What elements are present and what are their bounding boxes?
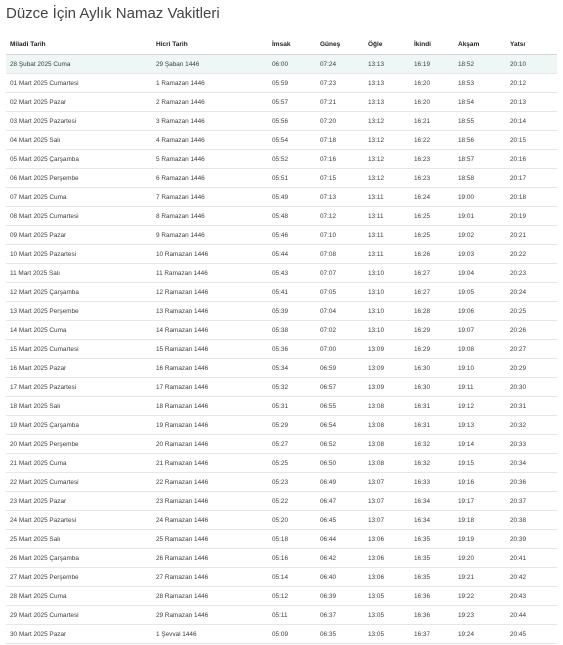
cell-imsak: 05:16	[268, 549, 316, 568]
cell-aksam: 19:17	[454, 492, 506, 511]
cell-hicri-tarih: 29 Ramazan 1446	[152, 606, 268, 625]
cell-gunes: 06:49	[316, 473, 364, 492]
cell-miladi-tarih: 02 Mart 2025 Pazar	[6, 93, 152, 112]
cell-aksam: 19:12	[454, 397, 506, 416]
cell-aksam: 19:13	[454, 416, 506, 435]
cell-imsak: 05:59	[268, 74, 316, 93]
cell-hicri-tarih: 6 Ramazan 1446	[152, 169, 268, 188]
cell-imsak: 05:56	[268, 112, 316, 131]
cell-miladi-tarih: 09 Mart 2025 Pazar	[6, 226, 152, 245]
cell-ogle: 13:12	[364, 112, 410, 131]
cell-aksam: 19:18	[454, 511, 506, 530]
cell-imsak: 05:52	[268, 150, 316, 169]
cell-hicri-tarih: 10 Ramazan 1446	[152, 245, 268, 264]
cell-aksam: 18:58	[454, 169, 506, 188]
cell-yatsi: 20:21	[506, 226, 557, 245]
cell-aksam: 18:53	[454, 74, 506, 93]
cell-ikindi: 16:34	[410, 492, 454, 511]
cell-aksam: 18:55	[454, 112, 506, 131]
table-row	[6, 454, 557, 473]
table-row	[6, 492, 557, 511]
cell-hicri-tarih: 22 Ramazan 1446	[152, 473, 268, 492]
cell-aksam: 19:07	[454, 321, 506, 340]
cell-miladi-tarih: 01 Mart 2025 Cumartesi	[6, 74, 152, 93]
cell-ikindi: 16:23	[410, 150, 454, 169]
cell-hicri-tarih: 27 Ramazan 1446	[152, 568, 268, 587]
cell-miladi-tarih: 26 Mart 2025 Çarşamba	[6, 549, 152, 568]
cell-aksam: 19:02	[454, 226, 506, 245]
cell-ogle: 13:10	[364, 321, 410, 340]
cell-miladi-tarih: 14 Mart 2025 Cuma	[6, 321, 152, 340]
cell-ogle: 13:07	[364, 511, 410, 530]
cell-yatsi: 20:24	[506, 283, 557, 302]
cell-miladi-tarih: 04 Mart 2025 Salı	[6, 131, 152, 150]
cell-aksam: 19:00	[454, 188, 506, 207]
cell-imsak: 05:27	[268, 435, 316, 454]
cell-yatsi: 20:32	[506, 416, 557, 435]
cell-hicri-tarih: 25 Ramazan 1446	[152, 530, 268, 549]
cell-ogle: 13:08	[364, 397, 410, 416]
cell-gunes: 07:07	[316, 264, 364, 283]
cell-aksam: 19:15	[454, 454, 506, 473]
table-row	[6, 587, 557, 606]
cell-ikindi: 16:35	[410, 568, 454, 587]
cell-ogle: 13:08	[364, 454, 410, 473]
cell-yatsi: 20:22	[506, 245, 557, 264]
cell-ikindi: 16:24	[410, 188, 454, 207]
cell-hicri-tarih: 4 Ramazan 1446	[152, 131, 268, 150]
cell-aksam: 19:05	[454, 283, 506, 302]
cell-hicri-tarih: 7 Ramazan 1446	[152, 188, 268, 207]
table-row	[6, 74, 557, 93]
cell-miladi-tarih: 30 Mart 2025 Pazar	[6, 625, 152, 644]
cell-ogle: 13:10	[364, 302, 410, 321]
cell-ogle: 13:12	[364, 169, 410, 188]
cell-hicri-tarih: 19 Ramazan 1446	[152, 416, 268, 435]
cell-yatsi: 20:12	[506, 74, 557, 93]
cell-gunes: 07:18	[316, 131, 364, 150]
cell-gunes: 06:59	[316, 359, 364, 378]
cell-hicri-tarih: 8 Ramazan 1446	[152, 207, 268, 226]
cell-aksam: 19:11	[454, 378, 506, 397]
cell-yatsi: 20:10	[506, 55, 557, 74]
cell-yatsi: 20:16	[506, 150, 557, 169]
cell-miladi-tarih: 06 Mart 2025 Perşembe	[6, 169, 152, 188]
cell-yatsi: 20:42	[506, 568, 557, 587]
cell-yatsi: 20:38	[506, 511, 557, 530]
cell-hicri-tarih: 14 Ramazan 1446	[152, 321, 268, 340]
cell-ogle: 13:08	[364, 416, 410, 435]
cell-gunes: 06:39	[316, 587, 364, 606]
table-header-row	[6, 34, 557, 55]
table-row	[6, 207, 557, 226]
cell-ikindi: 16:36	[410, 606, 454, 625]
cell-yatsi: 20:34	[506, 454, 557, 473]
cell-ikindi: 16:35	[410, 549, 454, 568]
cell-miladi-tarih: 05 Mart 2025 Çarşamba	[6, 150, 152, 169]
cell-gunes: 07:23	[316, 74, 364, 93]
table-row	[6, 359, 557, 378]
cell-miladi-tarih: 12 Mart 2025 Çarşamba	[6, 283, 152, 302]
cell-imsak: 05:20	[268, 511, 316, 530]
cell-gunes: 07:13	[316, 188, 364, 207]
cell-gunes: 06:37	[316, 606, 364, 625]
cell-miladi-tarih: 10 Mart 2025 Pazartesi	[6, 245, 152, 264]
table-row	[6, 378, 557, 397]
cell-imsak: 06:00	[268, 55, 316, 74]
cell-gunes: 07:20	[316, 112, 364, 131]
cell-ikindi: 16:36	[410, 587, 454, 606]
cell-ikindi: 16:30	[410, 378, 454, 397]
table-row	[6, 530, 557, 549]
cell-ogle: 13:09	[364, 359, 410, 378]
cell-gunes: 06:35	[316, 625, 364, 644]
cell-imsak: 05:41	[268, 283, 316, 302]
cell-ogle: 13:07	[364, 492, 410, 511]
table-row	[6, 397, 557, 416]
cell-yatsi: 20:36	[506, 473, 557, 492]
cell-yatsi: 20:33	[506, 435, 557, 454]
cell-ikindi: 16:35	[410, 530, 454, 549]
cell-imsak: 05:57	[268, 93, 316, 112]
cell-imsak: 05:39	[268, 302, 316, 321]
cell-ogle: 13:11	[364, 245, 410, 264]
cell-ikindi: 16:20	[410, 74, 454, 93]
cell-hicri-tarih: 24 Ramazan 1446	[152, 511, 268, 530]
cell-hicri-tarih: 26 Ramazan 1446	[152, 549, 268, 568]
table-row	[6, 606, 557, 625]
cell-hicri-tarih: 20 Ramazan 1446	[152, 435, 268, 454]
cell-gunes: 07:12	[316, 207, 364, 226]
cell-hicri-tarih: 23 Ramazan 1446	[152, 492, 268, 511]
cell-imsak: 05:38	[268, 321, 316, 340]
cell-aksam: 19:16	[454, 473, 506, 492]
cell-yatsi: 20:30	[506, 378, 557, 397]
cell-gunes: 07:21	[316, 93, 364, 112]
cell-hicri-tarih: 15 Ramazan 1446	[152, 340, 268, 359]
table-body	[6, 55, 557, 644]
cell-hicri-tarih: 5 Ramazan 1446	[152, 150, 268, 169]
cell-hicri-tarih: 2 Ramazan 1446	[152, 93, 268, 112]
cell-imsak: 05:14	[268, 568, 316, 587]
cell-miladi-tarih: 25 Mart 2025 Salı	[6, 530, 152, 549]
cell-gunes: 06:45	[316, 511, 364, 530]
cell-ikindi: 16:34	[410, 511, 454, 530]
cell-yatsi: 20:14	[506, 112, 557, 131]
cell-miladi-tarih: 07 Mart 2025 Cuma	[6, 188, 152, 207]
cell-ikindi: 16:37	[410, 625, 454, 644]
cell-miladi-tarih: 15 Mart 2025 Cumartesi	[6, 340, 152, 359]
cell-hicri-tarih: 12 Ramazan 1446	[152, 283, 268, 302]
cell-gunes: 06:54	[316, 416, 364, 435]
table-row	[6, 264, 557, 283]
cell-yatsi: 20:27	[506, 340, 557, 359]
cell-hicri-tarih: 21 Ramazan 1446	[152, 454, 268, 473]
cell-imsak: 05:34	[268, 359, 316, 378]
cell-yatsi: 20:31	[506, 397, 557, 416]
cell-yatsi: 20:25	[506, 302, 557, 321]
cell-aksam: 19:20	[454, 549, 506, 568]
cell-gunes: 07:05	[316, 283, 364, 302]
cell-imsak: 05:23	[268, 473, 316, 492]
cell-imsak: 05:18	[268, 530, 316, 549]
column-header-miladi-tarih: Miladi Tarih	[6, 34, 152, 55]
cell-yatsi: 20:18	[506, 188, 557, 207]
cell-ogle: 13:13	[364, 55, 410, 74]
cell-ikindi: 16:21	[410, 112, 454, 131]
cell-ikindi: 16:33	[410, 473, 454, 492]
table-row	[6, 625, 557, 644]
cell-imsak: 05:12	[268, 587, 316, 606]
cell-yatsi: 20:39	[506, 530, 557, 549]
cell-ogle: 13:11	[364, 188, 410, 207]
cell-ikindi: 16:32	[410, 454, 454, 473]
cell-miladi-tarih: 23 Mart 2025 Pazar	[6, 492, 152, 511]
table-row	[6, 473, 557, 492]
cell-ogle: 13:05	[364, 606, 410, 625]
cell-hicri-tarih: 29 Şaban 1446	[152, 55, 268, 74]
cell-aksam: 18:56	[454, 131, 506, 150]
cell-aksam: 19:08	[454, 340, 506, 359]
page-title: Düzce İçin Aylık Namaz Vakitleri	[6, 5, 220, 22]
cell-gunes: 07:08	[316, 245, 364, 264]
cell-hicri-tarih: 1 Ramazan 1446	[152, 74, 268, 93]
cell-yatsi: 20:15	[506, 131, 557, 150]
cell-imsak: 05:09	[268, 625, 316, 644]
cell-imsak: 05:43	[268, 264, 316, 283]
cell-yatsi: 20:23	[506, 264, 557, 283]
table-row	[6, 93, 557, 112]
cell-hicri-tarih: 3 Ramazan 1446	[152, 112, 268, 131]
cell-ikindi: 16:27	[410, 264, 454, 283]
cell-ogle: 13:07	[364, 473, 410, 492]
column-header-ikindi: İkindi	[410, 34, 454, 55]
cell-imsak: 05:46	[268, 226, 316, 245]
cell-gunes: 07:10	[316, 226, 364, 245]
cell-miladi-tarih: 27 Mart 2025 Perşembe	[6, 568, 152, 587]
cell-imsak: 05:48	[268, 207, 316, 226]
cell-ikindi: 16:29	[410, 340, 454, 359]
table-header	[6, 34, 557, 55]
cell-aksam: 19:22	[454, 587, 506, 606]
table-row	[6, 321, 557, 340]
table-row	[6, 131, 557, 150]
cell-ogle: 13:13	[364, 93, 410, 112]
cell-hicri-tarih: 13 Ramazan 1446	[152, 302, 268, 321]
cell-yatsi: 20:44	[506, 606, 557, 625]
cell-ikindi: 16:28	[410, 302, 454, 321]
cell-ikindi: 16:26	[410, 245, 454, 264]
cell-miladi-tarih: 24 Mart 2025 Pazartesi	[6, 511, 152, 530]
cell-imsak: 05:29	[268, 416, 316, 435]
cell-ogle: 13:11	[364, 226, 410, 245]
cell-ogle: 13:12	[364, 150, 410, 169]
cell-yatsi: 20:37	[506, 492, 557, 511]
cell-gunes: 06:47	[316, 492, 364, 511]
table-row	[6, 188, 557, 207]
cell-ogle: 13:08	[364, 435, 410, 454]
cell-aksam: 19:19	[454, 530, 506, 549]
cell-hicri-tarih: 11 Ramazan 1446	[152, 264, 268, 283]
cell-ogle: 13:06	[364, 568, 410, 587]
cell-ikindi: 16:31	[410, 397, 454, 416]
cell-yatsi: 20:13	[506, 93, 557, 112]
cell-yatsi: 20:26	[506, 321, 557, 340]
cell-imsak: 05:51	[268, 169, 316, 188]
cell-gunes: 07:00	[316, 340, 364, 359]
cell-hicri-tarih: 16 Ramazan 1446	[152, 359, 268, 378]
cell-hicri-tarih: 17 Ramazan 1446	[152, 378, 268, 397]
cell-aksam: 19:06	[454, 302, 506, 321]
cell-miladi-tarih: 29 Mart 2025 Cumartesi	[6, 606, 152, 625]
cell-ogle: 13:09	[364, 378, 410, 397]
cell-gunes: 07:15	[316, 169, 364, 188]
table-row	[6, 112, 557, 131]
table-row	[6, 169, 557, 188]
cell-gunes: 06:44	[316, 530, 364, 549]
cell-miladi-tarih: 22 Mart 2025 Cumartesi	[6, 473, 152, 492]
cell-imsak: 05:31	[268, 397, 316, 416]
table-row	[6, 55, 557, 74]
cell-ogle: 13:11	[364, 207, 410, 226]
table-row	[6, 435, 557, 454]
cell-ikindi: 16:22	[410, 131, 454, 150]
cell-yatsi: 20:43	[506, 587, 557, 606]
cell-yatsi: 20:41	[506, 549, 557, 568]
cell-ogle: 13:05	[364, 625, 410, 644]
cell-gunes: 07:04	[316, 302, 364, 321]
table-row	[6, 245, 557, 264]
cell-gunes: 06:40	[316, 568, 364, 587]
column-header-hicri-tarih: Hicri Tarih	[152, 34, 268, 55]
cell-ikindi: 16:20	[410, 93, 454, 112]
cell-ikindi: 16:30	[410, 359, 454, 378]
cell-aksam: 19:21	[454, 568, 506, 587]
cell-imsak: 05:25	[268, 454, 316, 473]
cell-imsak: 05:44	[268, 245, 316, 264]
cell-hicri-tarih: 1 Şevval 1446	[152, 625, 268, 644]
column-header-aksam: Akşam	[454, 34, 506, 55]
column-header-gunes: Güneş	[316, 34, 364, 55]
cell-yatsi: 20:29	[506, 359, 557, 378]
cell-miladi-tarih: 16 Mart 2025 Pazar	[6, 359, 152, 378]
table-row	[6, 511, 557, 530]
cell-aksam: 19:04	[454, 264, 506, 283]
cell-ogle: 13:06	[364, 549, 410, 568]
cell-imsak: 05:36	[268, 340, 316, 359]
cell-aksam: 18:52	[454, 55, 506, 74]
cell-imsak: 05:49	[268, 188, 316, 207]
cell-imsak: 05:54	[268, 131, 316, 150]
cell-ikindi: 16:19	[410, 55, 454, 74]
cell-ogle: 13:12	[364, 131, 410, 150]
cell-ogle: 13:06	[364, 530, 410, 549]
cell-ogle: 13:13	[364, 74, 410, 93]
cell-gunes: 07:02	[316, 321, 364, 340]
cell-miladi-tarih: 11 Mart 2025 Salı	[6, 264, 152, 283]
cell-aksam: 19:24	[454, 625, 506, 644]
cell-imsak: 05:32	[268, 378, 316, 397]
cell-imsak: 05:11	[268, 606, 316, 625]
cell-ogle: 13:05	[364, 587, 410, 606]
cell-ikindi: 16:25	[410, 226, 454, 245]
cell-yatsi: 20:19	[506, 207, 557, 226]
column-header-ogle: Öğle	[364, 34, 410, 55]
cell-ogle: 13:10	[364, 264, 410, 283]
column-header-yatsi: Yatsı	[506, 34, 557, 55]
cell-ikindi: 16:25	[410, 207, 454, 226]
cell-ogle: 13:10	[364, 283, 410, 302]
cell-miladi-tarih: 28 Mart 2025 Cuma	[6, 587, 152, 606]
cell-hicri-tarih: 18 Ramazan 1446	[152, 397, 268, 416]
table-row	[6, 283, 557, 302]
cell-aksam: 19:14	[454, 435, 506, 454]
cell-miladi-tarih: 18 Mart 2025 Salı	[6, 397, 152, 416]
table-row	[6, 226, 557, 245]
cell-miladi-tarih: 20 Mart 2025 Perşembe	[6, 435, 152, 454]
cell-hicri-tarih: 9 Ramazan 1446	[152, 226, 268, 245]
cell-gunes: 06:55	[316, 397, 364, 416]
cell-miladi-tarih: 13 Mart 2025 Perşembe	[6, 302, 152, 321]
cell-gunes: 06:52	[316, 435, 364, 454]
cell-gunes: 06:42	[316, 549, 364, 568]
cell-imsak: 05:22	[268, 492, 316, 511]
cell-aksam: 18:54	[454, 93, 506, 112]
prayer-times-table	[6, 34, 557, 644]
cell-yatsi: 20:17	[506, 169, 557, 188]
cell-miladi-tarih: 17 Mart 2025 Pazartesi	[6, 378, 152, 397]
cell-ogle: 13:09	[364, 340, 410, 359]
cell-miladi-tarih: 19 Mart 2025 Çarşamba	[6, 416, 152, 435]
table-row	[6, 302, 557, 321]
table-row	[6, 549, 557, 568]
cell-aksam: 19:10	[454, 359, 506, 378]
cell-aksam: 18:57	[454, 150, 506, 169]
cell-miladi-tarih: 03 Mart 2025 Pazartesi	[6, 112, 152, 131]
cell-aksam: 19:03	[454, 245, 506, 264]
table-row	[6, 568, 557, 587]
cell-gunes: 06:57	[316, 378, 364, 397]
cell-miladi-tarih: 28 Şubat 2025 Cuma	[6, 55, 152, 74]
table-row	[6, 416, 557, 435]
cell-hicri-tarih: 28 Ramazan 1446	[152, 587, 268, 606]
cell-aksam: 19:01	[454, 207, 506, 226]
cell-ikindi: 16:32	[410, 435, 454, 454]
cell-ikindi: 16:29	[410, 321, 454, 340]
cell-gunes: 07:24	[316, 55, 364, 74]
cell-ikindi: 16:27	[410, 283, 454, 302]
cell-gunes: 06:50	[316, 454, 364, 473]
table-row	[6, 340, 557, 359]
cell-miladi-tarih: 08 Mart 2025 Cumartesi	[6, 207, 152, 226]
cell-ikindi: 16:23	[410, 169, 454, 188]
column-header-imsak: İmsak	[268, 34, 316, 55]
cell-ikindi: 16:31	[410, 416, 454, 435]
cell-yatsi: 20:45	[506, 625, 557, 644]
cell-aksam: 19:23	[454, 606, 506, 625]
cell-gunes: 07:16	[316, 150, 364, 169]
table-row	[6, 150, 557, 169]
cell-miladi-tarih: 21 Mart 2025 Cuma	[6, 454, 152, 473]
